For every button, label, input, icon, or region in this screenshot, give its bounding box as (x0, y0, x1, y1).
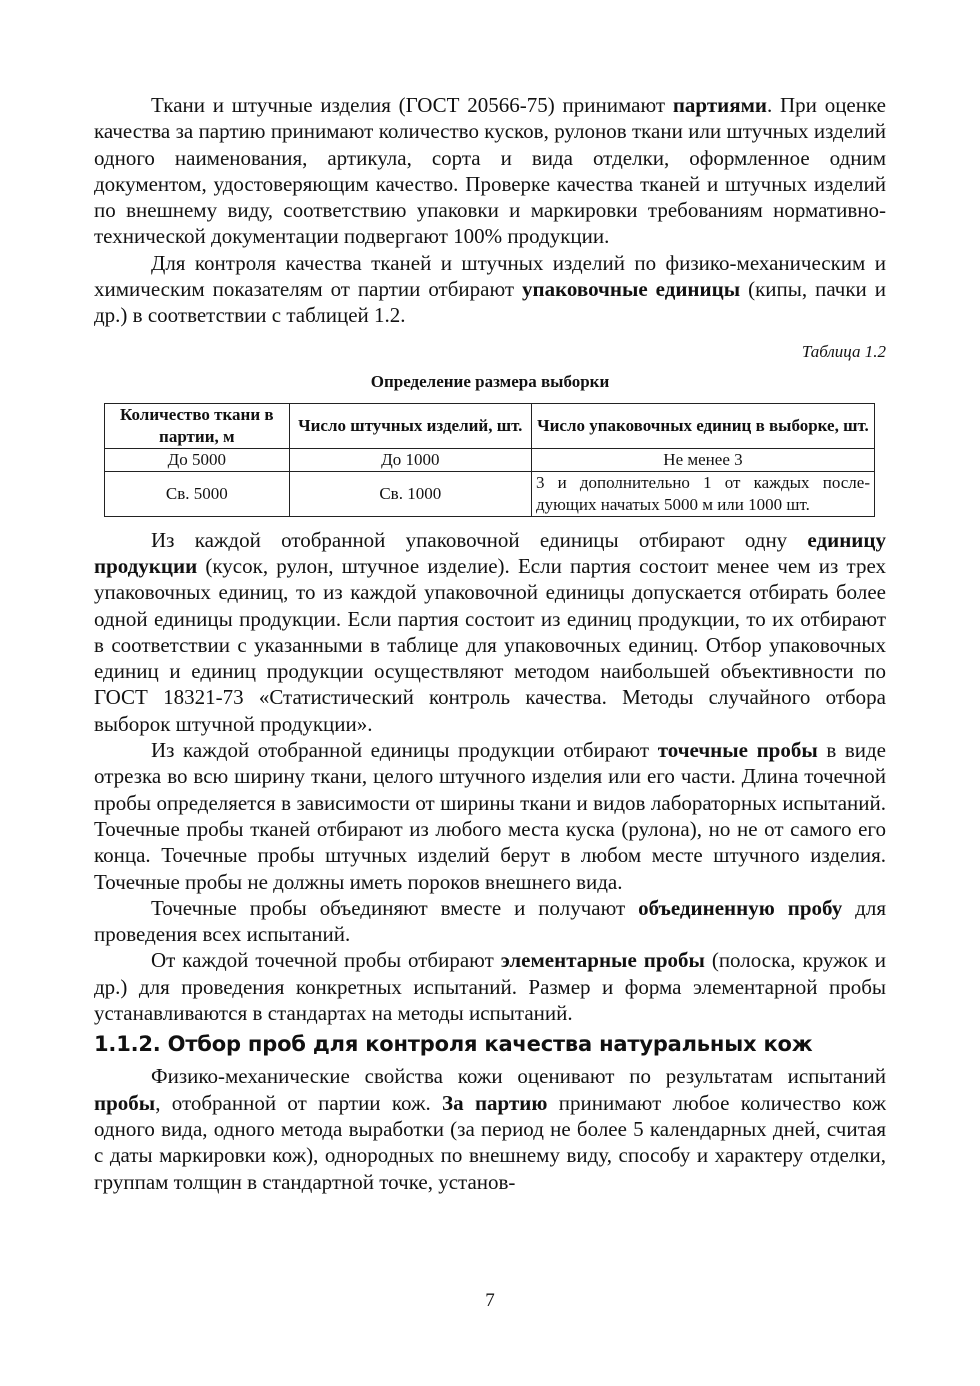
text: . При оценке качества за партию принимают количество кусков, рулонов ткани или штучных изделий одного наименования, артикула, сорта и вида отделки, оформленное одним документом, удостоверяющим качество. Проверке качества тканей и штучных изделий по внешнему виду, соответствию упаковки и маркировки требованиям нормативно-технической документации подвергают 100% продукции. (94, 93, 886, 249)
text: (кипы, пачки и др.) в соответствии с таблицей 1.2. (94, 277, 886, 328)
text: Физико-механические свойства кожи оценивают по результатам испытаний (151, 1064, 886, 1089)
text: (полоска, кружок и др.) для проведения конкретных испытаний. Размер и форма элементарной пробы устанавливаются в стандартах на методы испытаний. (94, 948, 887, 1026)
text: Из каждой отобранной единицы продукции отбирают (151, 738, 658, 763)
paragraph-5 (94, 895, 886, 948)
table-header-row (105, 403, 875, 448)
text: Точечные пробы объединяют вместе и получают (151, 895, 639, 920)
text: в виде отрезка во всю ширину ткани, целого штучного изделия или его части. Длина точечной пробы определяется в зависимости от ширины ткани и видов лабораторных испытаний. Точечные пробы тканей отбирают из любого места куска (рулона), но не от самого его конца. Точечные пробы штучных изделий берут в любом месте штучного изделия. Точечные пробы не должны иметь пороков внешнего вида. (94, 738, 887, 894)
bold-term: За партию (442, 1090, 548, 1115)
text: Ткани и штучные изделия (ГОСТ 20566-75) принимают (151, 93, 673, 117)
sample-size-table (104, 403, 875, 517)
text: принимают любое количество кож одного вида, одного метода выработки (за период не более 5 календарных дней, считая с даты маркировки кож), однородных по внешнему виду, способу и характеру отделки, группам толщин в стандартной точке, установ- (94, 1090, 886, 1194)
table-cell: Св. 5000 (105, 471, 290, 516)
table-row (105, 448, 875, 471)
text: От каждой точечной пробы отбирают (151, 948, 501, 973)
table-cell: Св. 1000 (289, 471, 531, 516)
table-cell: До 1000 (289, 448, 531, 471)
table-header-cell: Количество ткани в партии, м (105, 403, 290, 448)
table-label: Таблица 1.2 (801, 341, 886, 361)
table-header-cell: Число штучных изделий, шт. (289, 403, 531, 448)
table-cell: Не менее 3 (531, 448, 874, 471)
paragraph-3 (94, 527, 886, 737)
bold-term: партиями (672, 93, 767, 117)
bold-term: точечные пробы (657, 738, 818, 763)
paragraph-1 (94, 92, 886, 250)
bold-term: объединенную пробу (638, 895, 843, 920)
section-heading: 1.1.2. Отбор проб для контроля качества натуральных кож (94, 1032, 813, 1057)
table-title: Определение размера выборки (370, 371, 610, 391)
bold-term: единицу продукции (94, 527, 886, 578)
text: , отобранной от партии кож. (155, 1090, 443, 1115)
table-cell: 3 и дополнительно 1 от каждых последующих начатых 5000 м или 1000 шт. (531, 471, 874, 516)
paragraph-2 (94, 250, 886, 329)
paragraph-7 (94, 1063, 886, 1194)
text: (кусок, рулон, штучное изделие). Если партия состоит менее чем из трех упаковочных единиц, то из каждой упаковочной единицы допускается отбирать более одной единицы продукции. Если партия состоит из единиц продукции, то их отбирают в соответствии с указанными в таблице для упаковочных единиц. Отбор упаковочных единиц и единиц продукции осуществляют методом наибольшей объективности по ГОСТ 18321-73 «Статистический контроль качества. Методы случайного отбора выборок штучной продукции». (94, 553, 886, 736)
table-row (105, 471, 875, 516)
document-page (94, 92, 886, 1195)
bold-term: элементарные пробы (500, 948, 705, 973)
bold-term: упаковочные единицы (522, 277, 741, 302)
paragraph-6 (94, 947, 886, 1026)
paragraph-4 (94, 737, 886, 895)
text: Из каждой отобранной упаковочной единицы отбирают одну (151, 527, 808, 552)
table-header-cell: Число упаковочных единиц в выборке, шт. (531, 403, 874, 448)
page-number: 7 (485, 1290, 495, 1311)
bold-term: пробы (94, 1090, 156, 1115)
text: для проведения всех испытаний. (94, 895, 886, 947)
text: Для контроля качества тканей и штучных изделий по физико-механическим и химическим показателям от партии отбирают (94, 250, 886, 302)
table-cell: До 5000 (105, 448, 290, 471)
